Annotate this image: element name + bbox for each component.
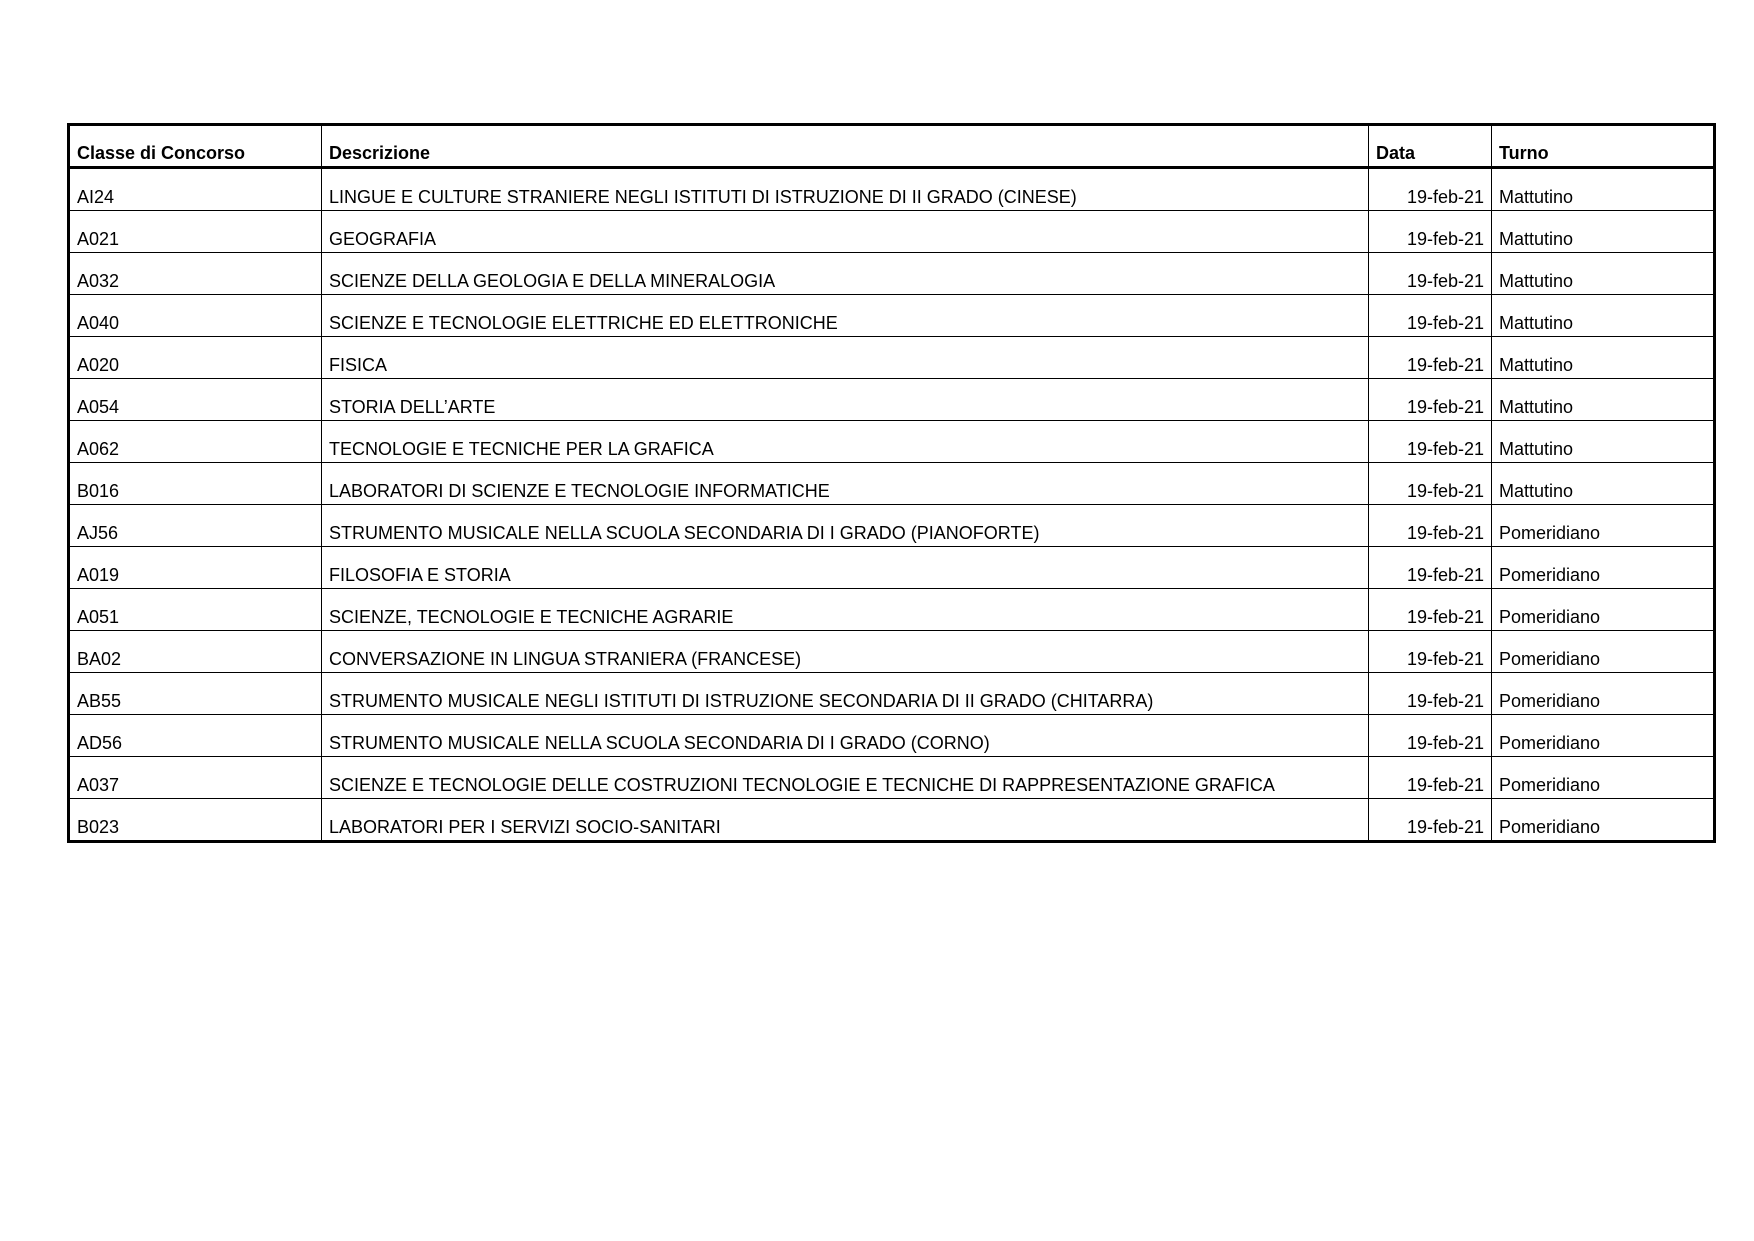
cell-classe-di-concorso: A051 (69, 589, 322, 631)
cell-descrizione: LABORATORI PER I SERVIZI SOCIO-SANITARI (322, 799, 1369, 842)
cell-turno: Mattutino (1492, 379, 1715, 421)
cell-data: 19-feb-21 (1369, 421, 1492, 463)
cell-data: 19-feb-21 (1369, 463, 1492, 505)
cell-classe-di-concorso: A062 (69, 421, 322, 463)
table-row (69, 253, 1715, 295)
table-row (69, 505, 1715, 547)
cell-descrizione: STORIA DELL’ARTE (322, 379, 1369, 421)
cell-descrizione: STRUMENTO MUSICALE NEGLI ISTITUTI DI ISTRUZIONE SECONDARIA DI II GRADO (CHITARRA) (322, 673, 1369, 715)
header-turno: Turno (1492, 125, 1715, 168)
table-row (69, 168, 1715, 211)
cell-turno: Pomeridiano (1492, 757, 1715, 799)
document-page (67, 123, 1713, 843)
cell-descrizione: SCIENZE E TECNOLOGIE DELLE COSTRUZIONI TECNOLOGIE E TECNICHE DI RAPPRESENTAZIONE GRAFICA (322, 757, 1369, 799)
cell-data: 19-feb-21 (1369, 757, 1492, 799)
table-row (69, 379, 1715, 421)
table-row (69, 799, 1715, 842)
cell-turno: Mattutino (1492, 295, 1715, 337)
table-row (69, 715, 1715, 757)
cell-data: 19-feb-21 (1369, 379, 1492, 421)
table-row (69, 463, 1715, 505)
cell-classe-di-concorso: B016 (69, 463, 322, 505)
cell-turno: Mattutino (1492, 463, 1715, 505)
cell-data: 19-feb-21 (1369, 631, 1492, 673)
cell-data: 19-feb-21 (1369, 168, 1492, 211)
cell-classe-di-concorso: A054 (69, 379, 322, 421)
cell-classe-di-concorso: AJ56 (69, 505, 322, 547)
table-row (69, 673, 1715, 715)
cell-classe-di-concorso: AD56 (69, 715, 322, 757)
cell-turno: Pomeridiano (1492, 589, 1715, 631)
cell-classe-di-concorso: A040 (69, 295, 322, 337)
cell-descrizione: SCIENZE, TECNOLOGIE E TECNICHE AGRARIE (322, 589, 1369, 631)
cell-descrizione: LINGUE E CULTURE STRANIERE NEGLI ISTITUTI DI ISTRUZIONE DI II GRADO (CINESE) (322, 168, 1369, 211)
cell-turno: Pomeridiano (1492, 673, 1715, 715)
cell-data: 19-feb-21 (1369, 211, 1492, 253)
cell-turno: Pomeridiano (1492, 715, 1715, 757)
cell-classe-di-concorso: BA02 (69, 631, 322, 673)
cell-classe-di-concorso: AB55 (69, 673, 322, 715)
cell-turno: Mattutino (1492, 421, 1715, 463)
cell-descrizione: STRUMENTO MUSICALE NELLA SCUOLA SECONDARIA DI I GRADO (PIANOFORTE) (322, 505, 1369, 547)
cell-classe-di-concorso: A020 (69, 337, 322, 379)
cell-classe-di-concorso: B023 (69, 799, 322, 842)
cell-descrizione: LABORATORI DI SCIENZE E TECNOLOGIE INFORMATICHE (322, 463, 1369, 505)
cell-classe-di-concorso: A032 (69, 253, 322, 295)
cell-data: 19-feb-21 (1369, 547, 1492, 589)
cell-classe-di-concorso: AI24 (69, 168, 322, 211)
cell-classe-di-concorso: A021 (69, 211, 322, 253)
cell-descrizione: GEOGRAFIA (322, 211, 1369, 253)
cell-turno: Pomeridiano (1492, 505, 1715, 547)
cell-turno: Pomeridiano (1492, 547, 1715, 589)
table-row (69, 547, 1715, 589)
cell-classe-di-concorso: A019 (69, 547, 322, 589)
header-row (69, 125, 1715, 168)
cell-data: 19-feb-21 (1369, 799, 1492, 842)
cell-turno: Pomeridiano (1492, 631, 1715, 673)
cell-descrizione: CONVERSAZIONE IN LINGUA STRANIERA (FRANCESE) (322, 631, 1369, 673)
table-row (69, 631, 1715, 673)
cell-descrizione: SCIENZE E TECNOLOGIE ELETTRICHE ED ELETTRONICHE (322, 295, 1369, 337)
table-row (69, 337, 1715, 379)
cell-turno: Mattutino (1492, 337, 1715, 379)
cell-data: 19-feb-21 (1369, 715, 1492, 757)
cell-descrizione: FISICA (322, 337, 1369, 379)
cell-classe-di-concorso: A037 (69, 757, 322, 799)
cell-data: 19-feb-21 (1369, 673, 1492, 715)
table-body (69, 168, 1715, 842)
cell-data: 19-feb-21 (1369, 505, 1492, 547)
cell-turno: Mattutino (1492, 211, 1715, 253)
cell-descrizione: FILOSOFIA E STORIA (322, 547, 1369, 589)
cell-descrizione: SCIENZE DELLA GEOLOGIA E DELLA MINERALOGIA (322, 253, 1369, 295)
cell-data: 19-feb-21 (1369, 295, 1492, 337)
cell-data: 19-feb-21 (1369, 589, 1492, 631)
cell-turno: Mattutino (1492, 168, 1715, 211)
cell-descrizione: TECNOLOGIE E TECNICHE PER LA GRAFICA (322, 421, 1369, 463)
table-row (69, 295, 1715, 337)
table-row (69, 757, 1715, 799)
cell-turno: Pomeridiano (1492, 799, 1715, 842)
header-descrizione: Descrizione (322, 125, 1369, 168)
header-classe-di-concorso: Classe di Concorso (69, 125, 322, 168)
cell-descrizione: STRUMENTO MUSICALE NELLA SCUOLA SECONDARIA DI I GRADO (CORNO) (322, 715, 1369, 757)
cell-data: 19-feb-21 (1369, 337, 1492, 379)
schedule-table (67, 123, 1716, 843)
table-row (69, 589, 1715, 631)
cell-data: 19-feb-21 (1369, 253, 1492, 295)
table-row (69, 421, 1715, 463)
cell-turno: Mattutino (1492, 253, 1715, 295)
header-data: Data (1369, 125, 1492, 168)
table-row (69, 211, 1715, 253)
